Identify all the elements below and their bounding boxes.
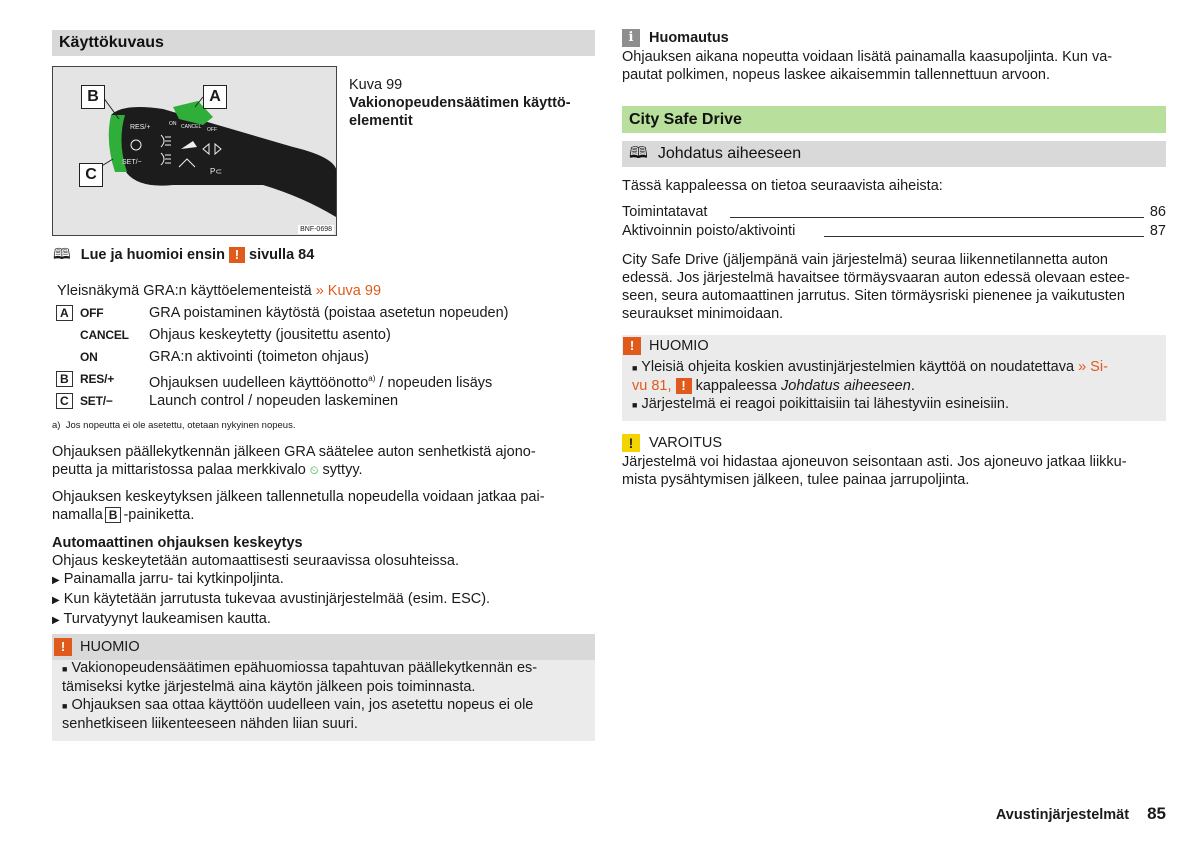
warning-icon: ! xyxy=(54,638,72,656)
desc-set: Launch control / nopeuden laskeminen xyxy=(149,393,399,409)
figure-lever-illustration xyxy=(52,66,337,236)
city-safe-drive-paragraph xyxy=(622,251,1167,323)
warning-bullet-2-cont: senhetkiseen liikenteeseen nähden liian suuri. xyxy=(62,716,358,732)
read-first-page: sivulla 84 xyxy=(249,247,315,263)
caution-header xyxy=(622,433,1166,453)
lever-label-cancel: CANCEL xyxy=(181,124,202,130)
square-bullet-icon: ■ xyxy=(632,363,638,373)
key-c-badge: C xyxy=(56,393,73,409)
book-icon: 🕮 xyxy=(53,246,71,263)
para-line1: City Safe Drive (jäljempänä vain järjestelmä) seuraa liikennetilannetta auton xyxy=(622,252,1108,268)
overview-row-b xyxy=(56,370,596,392)
auto-interrupt-title: Automaattinen ohjauksen keskeytys xyxy=(52,535,303,551)
subsection-header-johdatus xyxy=(622,141,1166,167)
desc-on: GRA:n aktivointi (toimeton ohjaus) xyxy=(149,349,370,365)
page-number: 85 xyxy=(1147,804,1166,823)
key-b-badge: B xyxy=(56,371,73,387)
desc-off: GRA poistaminen käytöstä (poistaa asetetun nopeuden) xyxy=(149,305,509,321)
book-icon: 🕮 xyxy=(629,145,648,162)
caution-icon: ! xyxy=(622,434,640,452)
section-title: Käyttökuvaus xyxy=(59,34,164,51)
para2-line1: Ohjauksen keskeytyksen jälkeen tallennetulla nopeudella voidaan jatkaa pai- xyxy=(52,489,545,505)
warning-bullet-2: ■ Ohjauksen saa ottaa käyttöön uudelleen vain, jos asetettu nopeus ei ole xyxy=(62,697,534,713)
para1-line1: Ohjauksen päällekytkennän jälkeen GRA säätelee auton senhetkistä ajono- xyxy=(52,444,536,460)
key-a-badge: A xyxy=(56,305,73,321)
toc-item[interactable] xyxy=(622,222,1166,241)
toc-list xyxy=(622,203,1166,241)
warning-title: HUOMIO xyxy=(649,338,709,354)
warning-body xyxy=(62,659,592,733)
warning-title: HUOMIO xyxy=(80,639,140,655)
page-link[interactable]: vu 81, xyxy=(632,378,672,394)
section-header-city-safe-drive xyxy=(622,106,1166,133)
list-item: ▶ Painamalla jarru- tai kytkinpoljinta. xyxy=(52,571,284,587)
warning-bullet-1-cont: tämiseksi kytke järjestelmä aina käytön jälkeen pois toiminnasta. xyxy=(62,679,476,695)
warning-bullet-1: ■ Yleisiä ohjeita koskien avustinjärjestelmien käyttöä on noudatettava » Si- xyxy=(632,359,1108,375)
lever-label-off: OFF xyxy=(207,127,217,133)
toc-item-page: 86 xyxy=(1149,204,1166,220)
overview-row-c xyxy=(56,392,596,414)
caution-line1: Järjestelmä voi hidastaa ajoneuvon seisontaan asti. Jos ajoneuvo jatkaa liikku- xyxy=(622,454,1127,470)
section-header-kayttokuvaus xyxy=(52,30,595,56)
para-line3: seen, seura automaattinen jarrutus. Siten törmäysriski pienenee ja vaikutusten xyxy=(622,288,1125,304)
callout-b: B xyxy=(81,85,105,109)
figure-code: BNF-0698 xyxy=(300,226,332,233)
symbol-cancel: CANCEL xyxy=(80,328,129,342)
toc-item[interactable] xyxy=(622,203,1166,222)
note-line1: Ohjauksen aikana nopeutta voidaan lisätä painamalla kaasupoljinta. Kun va- xyxy=(622,49,1113,65)
lever-label-res: RES/+ xyxy=(130,124,151,131)
arrow-bullet-icon: ▶ xyxy=(52,575,60,586)
footnote-mark: a) xyxy=(52,420,61,431)
symbol-res: RES/+ xyxy=(80,372,115,386)
list-item: ▶ Kun käytetään jarrutusta tukevaa avustinjärjestelmää (esim. ESC). xyxy=(52,591,491,607)
section-reference: Johdatus aiheeseen xyxy=(781,378,911,394)
caution-box xyxy=(622,433,1166,489)
toc-item-page: 87 xyxy=(1149,223,1166,239)
toc-leader xyxy=(824,236,1144,237)
callout-a: A xyxy=(203,85,227,109)
footer-chapter: Avustinjärjestelmät xyxy=(995,807,1130,823)
warning-bullet-1-cont: vu 81, ! kappaleessa Johdatus aiheeseen. xyxy=(632,378,915,394)
note-line2: pautat polkimen, nopeus laskee aikaisemmin tallennettuun arvoon. xyxy=(622,67,1051,83)
para1-line2: peutta ja mittaristossa palaa merkkivalo ⏲ syttyy. xyxy=(52,462,363,478)
warning-box-right xyxy=(622,335,1166,421)
footnote-text: Jos nopeutta ei ole asetettu, otetaan nykyinen nopeus. xyxy=(65,420,296,431)
lever-label-on: ON xyxy=(169,121,177,127)
warning-box-left xyxy=(52,634,595,741)
info-icon: i xyxy=(622,29,640,47)
figure-caption-title-line1: Vakionopeudensäätimen käyttö- xyxy=(349,95,571,111)
page-link[interactable]: » Si- xyxy=(1078,359,1108,375)
warning-icon: ! xyxy=(676,378,692,394)
square-bullet-icon: ■ xyxy=(62,701,68,711)
note-box xyxy=(622,28,1166,84)
overview-row-cancel xyxy=(56,326,596,348)
callout-c: C xyxy=(79,163,103,187)
toc-leader xyxy=(730,217,1144,218)
warning-body xyxy=(632,358,1164,414)
overview-row-a xyxy=(56,304,596,326)
para-line2: edessä. Jos järjestelmä havaitsee törmäysvaaran auton edessä olevaan estee- xyxy=(622,270,1130,286)
warning-header xyxy=(52,634,595,660)
desc-res-rest: / nopeuden lisäys xyxy=(375,374,493,391)
symbol-set: SET/− xyxy=(80,394,113,408)
warning-bullet-2: ■ Järjestelmä ei reagoi poikittaisiin tai lähestyviin esineisiin. xyxy=(632,396,1009,412)
list-item: ▶ Turvatyynyt laukeamisen kautta. xyxy=(52,611,271,627)
note-title: Huomautus xyxy=(649,30,729,46)
caution-title: VAROITUS xyxy=(649,435,723,451)
arrow-bullet-icon: ▶ xyxy=(52,615,60,626)
lever-label-set: SET/− xyxy=(122,159,142,166)
desc-res xyxy=(149,370,492,392)
page-footer xyxy=(996,805,1166,824)
overview-figure-link[interactable]: » Kuva 99 xyxy=(315,283,382,299)
square-bullet-icon: ■ xyxy=(632,400,638,410)
para2-line2: namalla B -painiketta. xyxy=(52,507,195,523)
overview-title xyxy=(57,282,381,300)
warning-icon: ! xyxy=(623,337,641,355)
footnote xyxy=(52,420,295,432)
toc-item-label: Toimintatavat xyxy=(622,204,708,220)
figure-caption-number: Kuva 99 xyxy=(349,77,403,93)
subsection-title: Johdatus aiheeseen xyxy=(657,145,802,162)
read-first-note xyxy=(53,246,314,264)
toc-item-label: Aktivoinnin poisto/aktivointi xyxy=(622,223,796,239)
caution-line2: mista pysähtymisen jälkeen, tulee painaa jarrupoljinta. xyxy=(622,472,970,488)
arrow-bullet-icon: ▶ xyxy=(52,595,60,606)
paragraph-activation xyxy=(52,443,597,480)
auto-interrupt-section xyxy=(52,534,597,630)
note-header xyxy=(622,28,1166,48)
auto-interrupt-intro: Ohjaus keskeytetään automaattisesti seuraavissa olosuhteissa. xyxy=(52,553,460,569)
warning-bullet-1: ■ Vakionopeudensäätimen epähuomiossa tapahtuvan päällekytkennän es- xyxy=(62,660,538,676)
overview-table xyxy=(56,304,596,414)
section-title: City Safe Drive xyxy=(629,110,742,128)
footnote-ref: a) xyxy=(368,374,376,383)
square-bullet-icon: ■ xyxy=(62,664,68,674)
para-line4: seuraukset minimoidaan. xyxy=(622,306,784,322)
key-b-inline: B xyxy=(105,507,122,523)
overview-title-text: Yleisnäkymä GRA:n käyttöelementeistä xyxy=(57,283,312,299)
figure-caption xyxy=(349,76,589,130)
desc-res-main: Ohjauksen uudelleen käyttöönotto xyxy=(149,374,369,391)
warning-icon: ! xyxy=(229,247,245,263)
read-first-text: Lue ja huomioi ensin xyxy=(80,247,225,263)
toc-intro: Tässä kappaleessa on tietoa seuraavista aiheista: xyxy=(622,178,943,194)
symbol-on: ON xyxy=(80,350,98,364)
figure-caption-title-line2: elementit xyxy=(349,113,413,129)
warning-header xyxy=(622,335,1166,357)
overview-row-on xyxy=(56,348,596,370)
paragraph-resume xyxy=(52,488,597,524)
cruise-indicator-icon: ⏲ xyxy=(309,465,319,477)
desc-cancel: Ohjaus keskeytetty (jousitettu asento) xyxy=(149,327,391,343)
symbol-off: OFF xyxy=(80,306,104,320)
lever-label-p: P⊂ xyxy=(210,167,223,176)
